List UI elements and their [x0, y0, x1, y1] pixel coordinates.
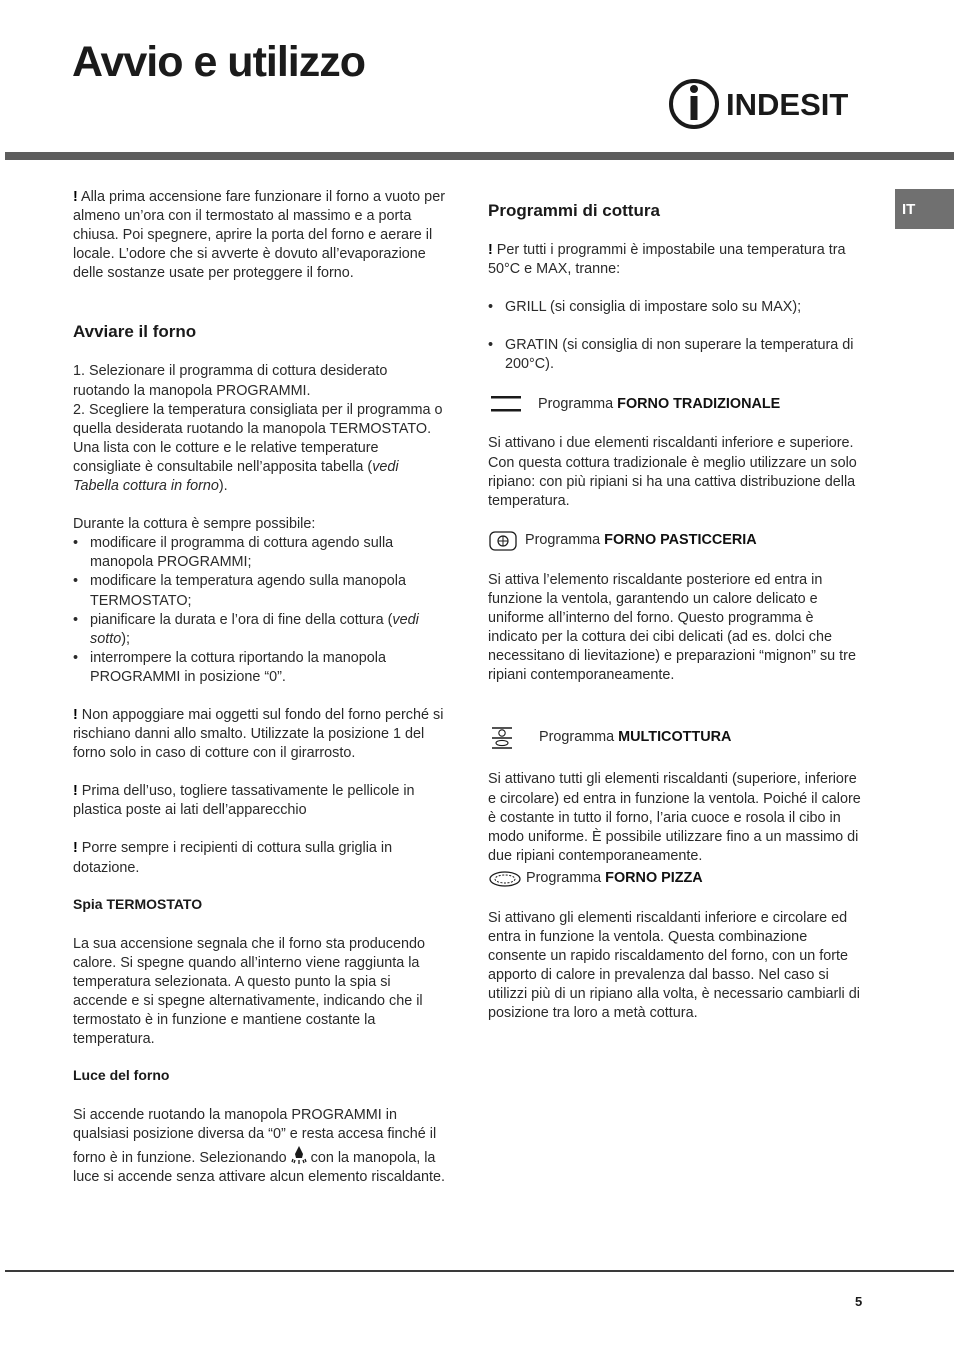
list-item: • modificare il programma di cottura agendo sulla manopola PROGRAMMI;: [73, 534, 448, 572]
right-column: [488, 200, 865, 1023]
programmi-heading: Programmi di cottura: [488, 201, 660, 220]
brand-wordmark: INDESIT: [726, 87, 849, 122]
list-item: • GRILL (si consiglia di impostare solo su MAX);: [488, 298, 865, 317]
program-pastry-heading: Programma FORNO PASTICCERIA: [488, 530, 865, 552]
warning-enamel: ! Non appoggiare mai oggetti sul fondo del forno perché si rischiano danni allo smalto. Utilizzate la posizione 1 del forno solo in caso di cotture con il girarrosto.: [73, 706, 444, 762]
luce-text: Si accende ruotando la manopola PROGRAMMI in qualsiasi posizione diversa da “0” e resta accesa finché il forno è in funzione. Selezionando con la manopola, la luce si accende senza attivare alcun elemento riscaldante.: [73, 1107, 445, 1185]
pizza-icon: [488, 868, 522, 890]
program-multi-heading: Programma MULTICOTTURA: [488, 723, 865, 751]
during-list: [73, 534, 448, 687]
lamp-icon: [291, 1145, 307, 1165]
warning-grid: ! Porre sempre i recipienti di cottura sulla griglia in dotazione.: [73, 840, 393, 876]
program-traditional-text: Si attivano i due elementi riscaldanti inferiore e superiore. Con questa cottura tradizionale è meglio utilizzare un solo ripiano: con più ripiani si ha una cattiva distribuzione della temperatura.: [488, 435, 857, 509]
exceptions-list-2: [488, 336, 865, 374]
program-traditional-heading: Programma FORNO TRADIZIONALE: [488, 393, 865, 415]
intro-paragraph: ! Alla prima accensione fare funzionare il forno a vuoto per almeno un’ora con il termostato al massimo e a porta chiusa. Poi spegnere, aprire la porta del forno e aerare il locale. L’odore che si avverte è dovuto all’evaporazione delle sostanze usate per proteggere il forno.: [73, 189, 445, 282]
exceptions-list: [488, 298, 865, 317]
program-pizza-heading: Programma FORNO PIZZA: [488, 868, 865, 890]
warning-film: ! Prima dell’uso, togliere tassativamente le pellicole in plastica poste ai lati dell’apparecchio: [73, 783, 415, 819]
luce-heading: Luce del forno: [73, 1067, 170, 1084]
multicooking-icon: [488, 723, 516, 751]
step-2: 2. Scegliere la temperatura consigliata per il programma o quella desiderata ruotando la manopola TERMOSTATO.: [73, 401, 443, 437]
program-multi-text: Si attivano tutti gli elementi riscaldanti (superiore, inferiore e circolare) ed entra in funzione la ventola. Poiché il calore è costante in tutto il forno, l’aria cuoce e rosola il cibo in modo uniforme. È possibile utilizzare fino a un massimo di due ripiani contemporaneamente.: [488, 771, 861, 864]
traditional-oven-icon: [488, 393, 522, 415]
spia-heading: Spia TERMOSTATO: [73, 895, 203, 912]
header-rule: [5, 152, 954, 160]
avviare-heading: Avviare il forno: [73, 322, 197, 342]
indesit-logo: [668, 74, 868, 134]
program-pastry-text: Si attiva l’elemento riscaldante posteriore ed entra in funzione la ventola, garantendo un calore delicato e uniforme all’interno del forno. Questo programma è indicato per la cottura dei cibi delicati (ad es. dolci che necessitano di lievitazione) e preparazioni “mignon” su tre ripiani contemporaneamente.: [488, 571, 856, 684]
during-intro: Durante la cottura è sempre possibile:: [73, 516, 316, 533]
list-item: • GRATIN (si consiglia di non superare la temperatura di 200°C).: [488, 336, 865, 374]
page-title: Avvio e utilizzo: [72, 38, 365, 86]
spia-text: La sua accensione segnala che il forno sta producendo calore. Si spegne quando all’interno viene raggiunta la temperatura selezionata. A questo punto la spia si accende e si spegne alternativamente, indicando che il termostato è in funzione e mantiene costante la temperatura.: [73, 935, 426, 1048]
program-pizza-text: Si attivano gli elementi riscaldanti inferiore e circolare ed entra in funzione la ventola. Questa combinazione consente un rapido riscaldamento del forno, con un forte apporto di calore in prevalenza dal basso. Nel caso si utilizzi più di un ripiano alla volta, è necessario cambiarli di posizione tra loro a metà cottura.: [488, 909, 860, 1022]
footer-rule: [5, 1270, 954, 1272]
list-item: • interrompere la cottura riportando la manopola PROGRAMMI in posizione “0”.: [73, 649, 448, 687]
step-1: 1. Selezionare il programma di cottura desiderato ruotando la manopola PROGRAMMI.: [73, 363, 388, 399]
language-tab[interactable]: IT: [895, 189, 954, 229]
pastry-oven-icon: [488, 530, 518, 552]
list-item: • pianificare la durata e l’ora di fine della cottura (vedi sotto);: [73, 611, 448, 649]
list-item: • modificare la temperatura agendo sulla manopola TERMOSTATO;: [73, 572, 448, 610]
table-reference: Una lista con le cotture e le relative temperature consigliate è consultabile nell’apposita tabella (vedi Tabella cottura in forno).: [73, 439, 399, 495]
left-column: [73, 188, 448, 1187]
warning-mark: !: [73, 189, 78, 205]
programs-intro: ! Per tutti i programmi è impostabile una temperatura tra 50°C e MAX, tranne:: [488, 242, 846, 278]
page-number: 5: [855, 1294, 863, 1309]
